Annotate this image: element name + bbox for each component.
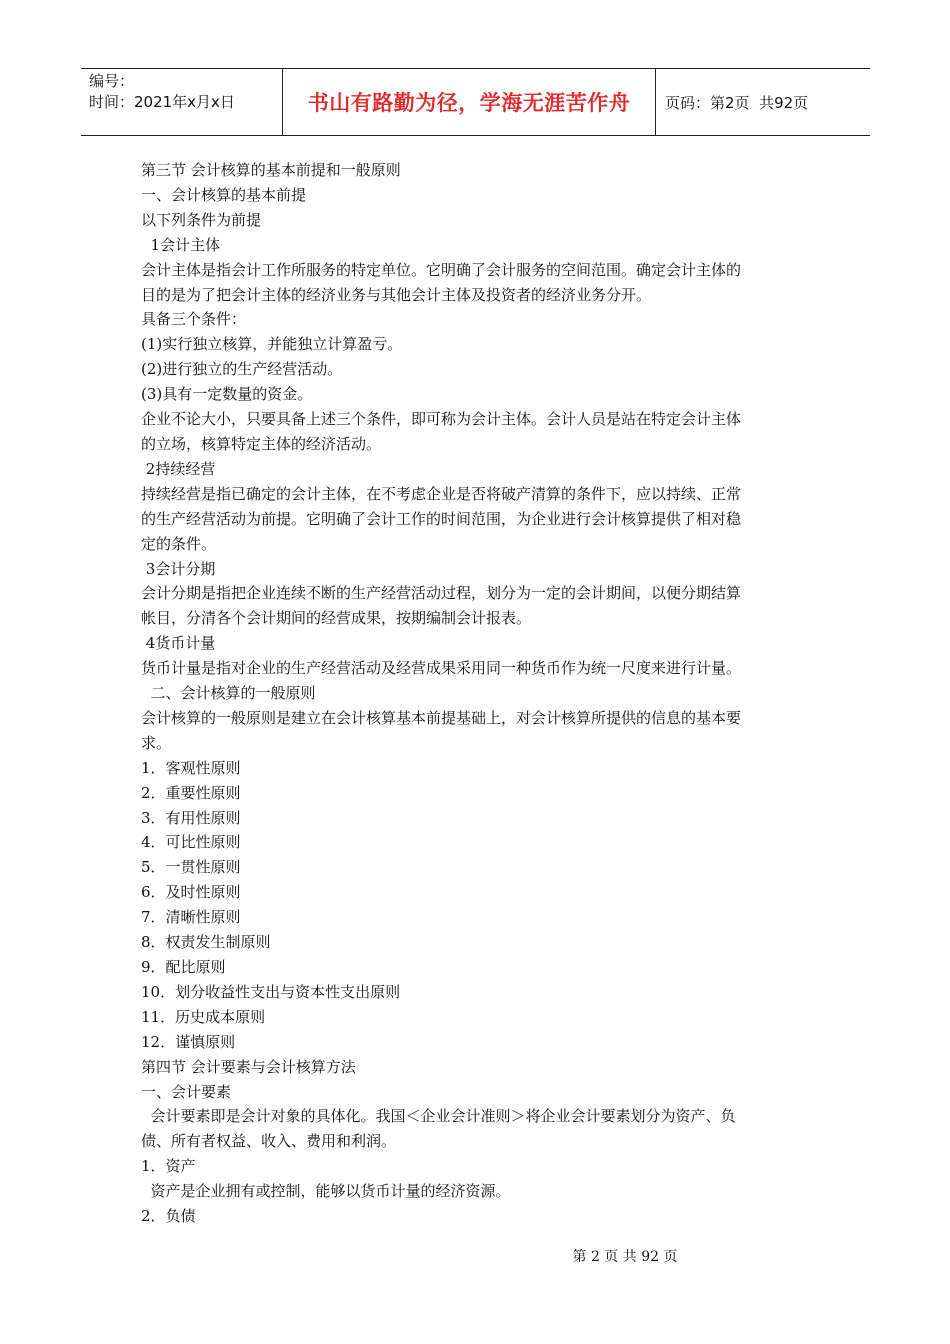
body-line: 企业不论大小，只要具备上述三个条件，即可称为会计主体。会计人员是站在特定会计主体 bbox=[141, 410, 742, 429]
body-line: 4货币计量 bbox=[141, 634, 216, 653]
body-line: 的立场，核算特定主体的经济活动。 bbox=[141, 434, 382, 453]
document-body bbox=[141, 158, 821, 1229]
body-line: 帐目，分清各个会计期间的经营成果，按期编制会计报表。 bbox=[141, 609, 532, 628]
body-line: (2)进行独立的生产经营活动。 bbox=[141, 360, 343, 379]
body-line: 求。 bbox=[141, 733, 172, 752]
body-line: 10．划分收益性支出与资本性支出原则 bbox=[141, 982, 401, 1001]
body-line: 以下列条件为前提 bbox=[141, 210, 262, 229]
header-page-cell bbox=[656, 69, 870, 135]
body-line: 具备三个条件： bbox=[141, 310, 247, 329]
body-line: 6．及时性原则 bbox=[141, 883, 241, 902]
document-number-label: 编号： bbox=[89, 72, 135, 90]
body-line: 3．有用性原则 bbox=[141, 808, 241, 827]
body-line: 的生产经营活动为前提。它明确了会计工作的时间范围，为企业进行会计核算提供了相对稳 bbox=[141, 509, 742, 528]
page-footer bbox=[0, 1246, 950, 1266]
body-line: 1．资产 bbox=[141, 1157, 196, 1176]
header-page-number: 页码：第2页 共92页 bbox=[665, 93, 809, 112]
body-line: 1．客观性原则 bbox=[141, 758, 241, 777]
body-line: 9．配比原则 bbox=[141, 958, 226, 976]
body-line: 2．负债 bbox=[141, 1207, 196, 1226]
body-line: 7．清晰性原则 bbox=[141, 908, 241, 927]
body-line: (3)具有一定数量的资金。 bbox=[141, 385, 313, 404]
body-line: 3会计分期 bbox=[141, 559, 216, 578]
footer-page-number: 第 2 页 共 92 页 bbox=[572, 1249, 678, 1265]
body-line: 8．权责发生制原则 bbox=[141, 933, 271, 952]
body-line: 货币计量是指对企业的生产经营活动及经营成果采用同一种货币作为统一尺度来进行计量。 bbox=[141, 659, 742, 678]
body-line: 债、所有者权益、收入、费用和利润。 bbox=[141, 1132, 397, 1151]
body-line: 5．一贯性原则 bbox=[141, 858, 241, 877]
header-meta-cell bbox=[81, 69, 283, 135]
body-line: 一、会计核算的基本前提 bbox=[141, 185, 307, 204]
body-line: 目的是为了把会计主体的经济业务与其他会计主体及投资者的经济业务分开。 bbox=[141, 285, 652, 304]
body-line: 会计分期是指把企业连续不断的生产经营活动过程，划分为一定的会计期间，以便分期结算 bbox=[141, 584, 742, 603]
body-line: 4．可比性原则 bbox=[141, 833, 241, 852]
body-line: 会计核算的一般原则是建立在会计核算基本前提基础上，对会计核算所提供的信息的基本要 bbox=[141, 708, 742, 727]
body-line: 12．谨慎原则 bbox=[141, 1032, 236, 1051]
body-line: 2．重要性原则 bbox=[141, 783, 241, 802]
body-line: 第三节 会计核算的基本前提和一般原则 bbox=[141, 161, 401, 179]
document-date-label: 时间：2021年x月x日 bbox=[89, 93, 235, 111]
body-line: (1)实行独立核算，并能独立计算盈亏。 bbox=[141, 335, 403, 354]
body-line: 一、会计要素 bbox=[141, 1082, 232, 1101]
body-line: 会计主体是指会计工作所服务的特定单位。它明确了会计服务的空间范围。确定会计主体的 bbox=[141, 260, 742, 279]
body-line: 持续经营是指已确定的会计主体，在不考虑企业是否将破产清算的条件下，应以持续、正常 bbox=[141, 484, 742, 503]
body-line: 会计要素即是会计对象的具体化。我国＜企业会计准则＞将企业会计要素划分为资产、负 bbox=[141, 1107, 736, 1126]
body-line: 11．历史成本原则 bbox=[141, 1007, 266, 1026]
body-line: 二、会计核算的一般原则 bbox=[141, 684, 316, 703]
body-line: 2持续经营 bbox=[141, 459, 216, 478]
body-line: 资产是企业拥有或控制，能够以货币计量的经济资源。 bbox=[141, 1182, 511, 1201]
body-line: 第四节 会计要素与会计核算方法 bbox=[141, 1057, 356, 1076]
header-motto: 书山有路勤为径，学海无涯苦作舟 bbox=[307, 91, 631, 115]
body-line: 定的条件。 bbox=[141, 534, 217, 553]
header-motto-cell bbox=[283, 69, 656, 135]
body-line: 1会计主体 bbox=[141, 235, 221, 254]
page-header-table bbox=[81, 68, 870, 136]
